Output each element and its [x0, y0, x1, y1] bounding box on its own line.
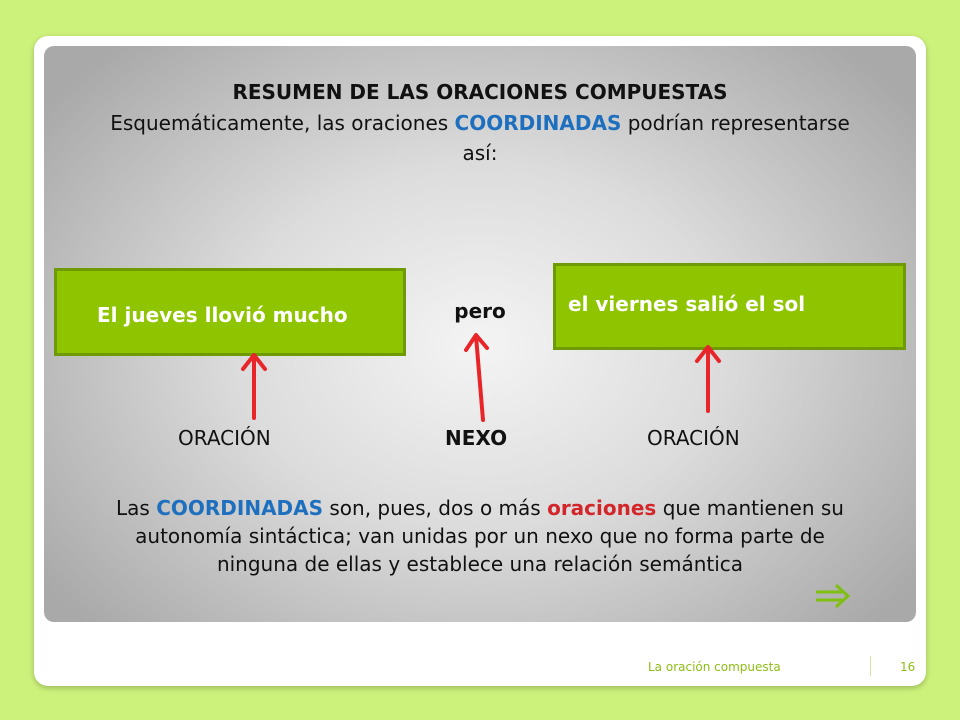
intro-text-end: podrían representarse así: [462, 111, 850, 165]
label-clause-left: ORACIÓN [178, 426, 271, 450]
label-clause-right: ORACIÓN [647, 426, 740, 450]
connector-word: pero [454, 299, 506, 323]
summary-part-1: Las [116, 496, 157, 520]
summary-highlight-oraciones: oraciones [547, 496, 657, 520]
clause-right-text: el viernes salió el sol [568, 291, 806, 316]
slide-title: RESUMEN DE LAS ORACIONES COMPUESTAS [232, 80, 728, 104]
intro-text-start: Esquemáticamente, las oraciones [110, 111, 455, 135]
label-connector: NEXO [445, 426, 508, 450]
summary-highlight-coordinadas: COORDINADAS [156, 496, 324, 520]
arrow-up-icon [466, 335, 487, 420]
summary-text [96, 494, 864, 578]
summary-part-3: que mantienen su autonomía sintáctica; van unidas por un nexo que no forma parte de ninguna de ellas y establece una relación semántica [135, 496, 844, 576]
arrow-right-icon[interactable] [816, 585, 848, 607]
next-slide-button[interactable] [814, 581, 854, 611]
clause-left-text: El jueves llovió mucho [97, 303, 348, 327]
page-number: 16 [900, 660, 916, 674]
footer-title: La oración compuesta [648, 660, 781, 674]
arrow-up-icon [243, 355, 265, 418]
footer-divider [870, 656, 871, 676]
intro-highlight: COORDINADAS [454, 111, 622, 135]
arrow-up-icon [697, 347, 719, 411]
summary-part-2: son, pues, dos o más [323, 496, 548, 520]
